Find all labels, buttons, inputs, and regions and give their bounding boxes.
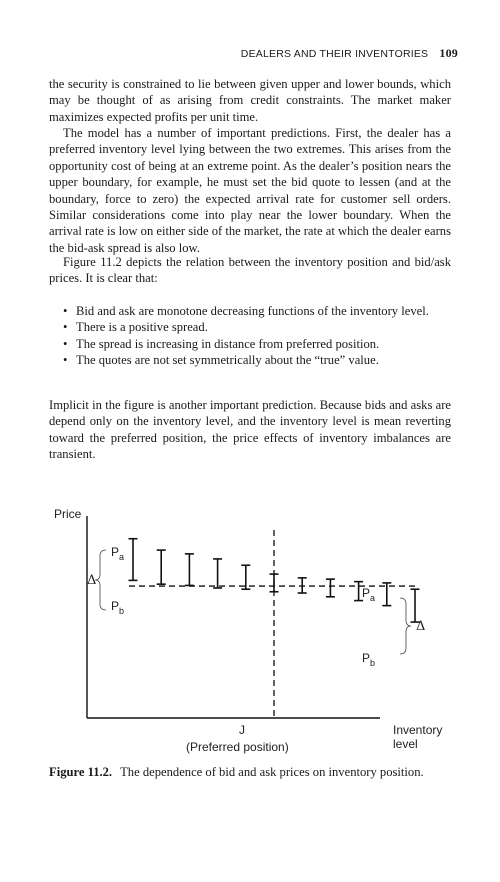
- right-bid-label: [362, 651, 375, 668]
- left-ask-label: [111, 545, 124, 562]
- running-header-section: DEALERS AND THEIR INVENTORIES: [240, 48, 429, 60]
- preferred-tick-label: J: [239, 723, 245, 737]
- x-axis-label-line1: Inventory: [393, 723, 443, 737]
- right-bid-label-main: P: [362, 651, 371, 665]
- figure-caption-text: The dependence of bid and ask prices on inventory position.: [120, 765, 424, 779]
- bullet-item: • Bid and ask are monotone decreasing functions of the inventory level.: [63, 303, 451, 319]
- figure-caption-label: Figure 11.2.: [49, 765, 113, 779]
- left-spread-brace: [95, 550, 106, 610]
- bullet-item: • The quotes are not set symmetrically about the “true” value.: [63, 352, 451, 368]
- paragraph-4-text: Implicit in the figure is another important prediction. Because bids and asks are depend only on the inventory level, and the inventory level is mean reverting toward the preferred position, the price effects of inventory imbalances are transient.: [49, 398, 451, 462]
- paragraph-1-text: the security is constrained to lie between given upper and lower bounds, which may be thought of as arising from credit constraints. The market maker maximizes expected profits per unit time.: [49, 77, 451, 124]
- left-delta-symbol: Δ: [87, 573, 97, 588]
- y-axis-label: Price: [54, 507, 82, 521]
- left-bid-label: [111, 599, 124, 616]
- paragraph-1: [49, 76, 451, 125]
- bid-ask-inventory-chart: [40, 502, 460, 762]
- left-ask-label-main: P: [111, 545, 120, 559]
- page-number: 109: [439, 46, 458, 60]
- left-bid-label-main: P: [111, 599, 120, 613]
- right-ask-label-main: P: [362, 586, 371, 600]
- left-ask-label-sub: a: [119, 552, 125, 562]
- bullet-item: • There is a positive spread.: [63, 319, 451, 335]
- bullet-list: [49, 303, 451, 369]
- paragraph-4: [49, 397, 451, 463]
- chart-marks: [129, 530, 420, 718]
- paragraph-3-text: Figure 11.2 depicts the relation between the inventory position and bid/ask prices. It is clear that:: [49, 255, 451, 286]
- chart-axes: [87, 516, 380, 718]
- right-bid-label-sub: b: [370, 658, 376, 668]
- bullet-item: • The spread is increasing in distance from preferred position.: [63, 336, 451, 352]
- paragraph-3: [49, 254, 451, 287]
- right-ask-label-sub: a: [370, 593, 376, 603]
- right-ask-label: [362, 586, 375, 603]
- right-delta-symbol: Δ: [416, 619, 426, 634]
- preferred-position-note: (Preferred position): [186, 740, 289, 754]
- paragraph-2-text: The model has a number of important predictions. First, the dealer has a preferred inventory level lying between the two extremes. This arises from the opportunity cost of being at an extreme point. As the dealer’s position nears the upper boundary, for example, he must set the bid quote to lessen (and at the boundary, force to zero) the expected arrival rate for customer sell orders. Similar considerations come into play near the lower boundary. When the arrival rate is low on either side of the market, the rate at which the dealer earns the bid-ask spread is also low.: [49, 126, 451, 255]
- figure-11-2: [40, 502, 460, 762]
- left-bid-label-sub: b: [119, 606, 125, 616]
- paragraph-2: [49, 125, 451, 256]
- figure-caption: [49, 764, 451, 780]
- right-spread-brace: [400, 598, 411, 654]
- running-header: [241, 46, 458, 61]
- x-axis-label-line2: level: [393, 737, 418, 751]
